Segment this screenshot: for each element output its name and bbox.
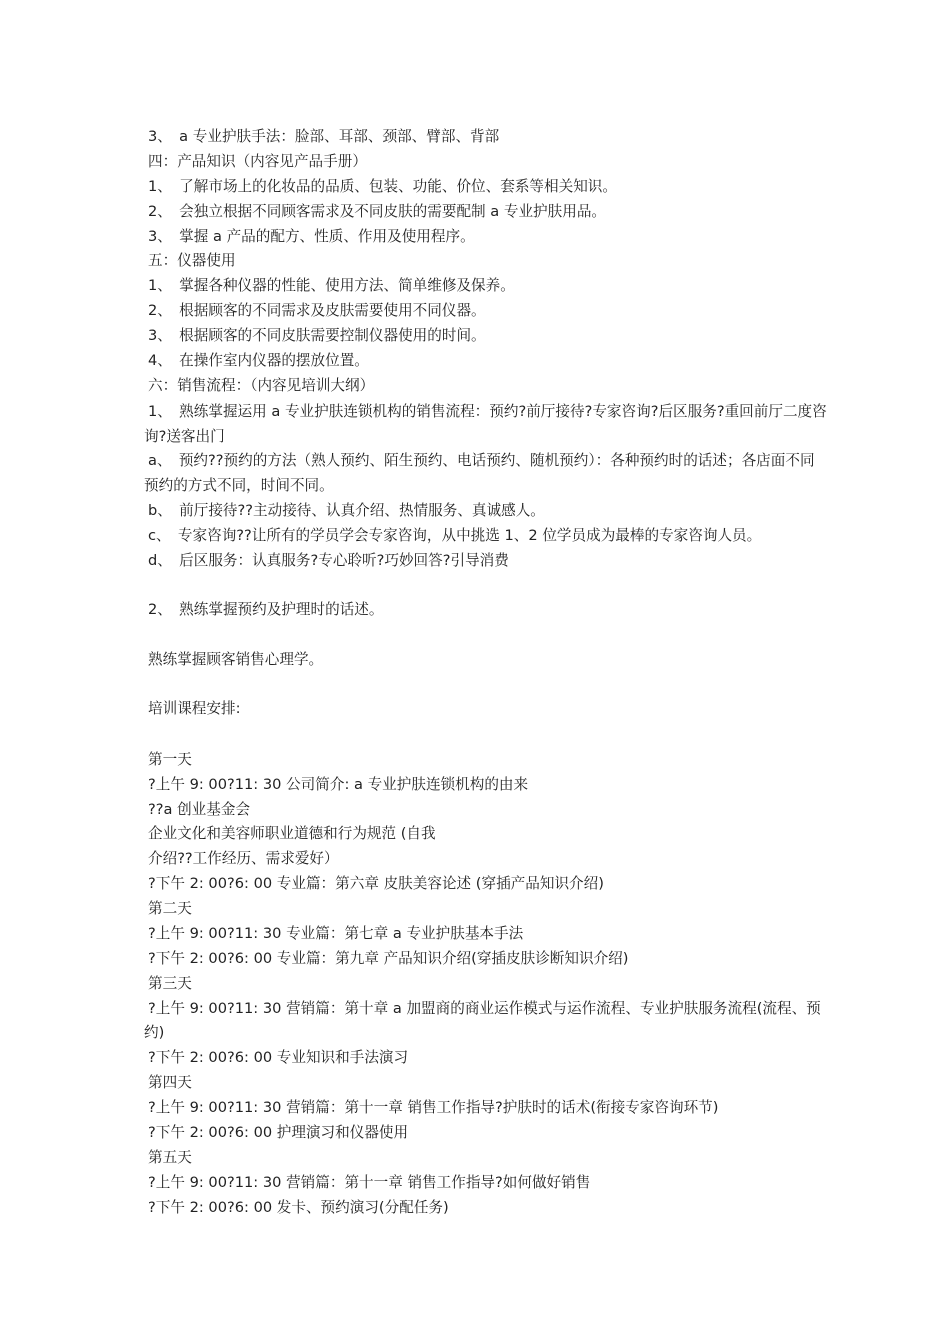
text-line: d、 后区服务：认真服务?专心聆听?巧妙回答?引导消费 xyxy=(148,552,509,569)
day-heading: 第三天 xyxy=(148,975,192,992)
schedule-item: ?下午 2: 00?6: 00 专业篇：第九章 产品知识介绍(穿插皮肤诊断知识介绍) xyxy=(148,950,629,967)
schedule-item: ??a 创业基金会 xyxy=(148,801,251,818)
text-line: 1、 熟练掌握运用 a 专业护肤连锁机构的销售流程：预约?前厅接待?专家咨询?后区服务?重回前厅二度咨 xyxy=(148,403,827,420)
text-line: a、 预约??预约的方法（熟人预约、陌生预约、电话预约、随机预约）：各种预约时的话述；各店面不同 xyxy=(148,452,815,469)
text-line: 2、 会独立根据不同顾客需求及不同皮肤的需要配制 a 专业护肤用品。 xyxy=(148,203,607,220)
text-line: 4、 在操作室内仪器的摆放位置。 xyxy=(148,352,369,369)
schedule-item: ?下午 2: 00?6: 00 护理演习和仪器使用 xyxy=(148,1124,409,1141)
section-heading-instruments: 五：仪器使用 xyxy=(148,252,236,269)
text-line: 1、 了解市场上的化妆品的品质、包装、功能、价位、套系等相关知识。 xyxy=(148,178,617,195)
text-line: 2、 熟练掌握预约及护理时的话述。 xyxy=(148,601,384,618)
text-line: 3、 根据顾客的不同皮肤需要控制仪器使用的时间。 xyxy=(148,327,486,344)
section-heading-sales: 六：销售流程：（内容见培训大纲） xyxy=(148,377,375,394)
text-line: 熟练掌握顾客销售心理学。 xyxy=(148,651,324,668)
text-line: c、 专家咨询??让所有的学员学会专家咨询，从中挑选 1、2 位学员成为最棒的专家咨询人员。 xyxy=(148,527,762,544)
text-line: 1、 掌握各种仪器的性能、使用方法、简单维修及保养。 xyxy=(148,277,515,294)
schedule-item: 介绍??工作经历、需求爱好） xyxy=(148,850,339,867)
text-line: b、 前厅接待??主动接待、认真介绍、热情服务、真诚感人。 xyxy=(148,502,545,519)
text-line: 预约的方式不同，时间不同。 xyxy=(144,477,334,494)
text-line: 2、 根据顾客的不同需求及皮肤需要使用不同仪器。 xyxy=(148,302,486,319)
day-heading: 第二天 xyxy=(148,900,192,917)
text-line: 3、 掌握 a 产品的配方、性质、作用及使用程序。 xyxy=(148,228,475,245)
schedule-item: ?下午 2: 00?6: 00 发卡、预约演习(分配任务) xyxy=(148,1199,449,1216)
text-line: 3、 a 专业护肤手法：脸部、耳部、颈部、臂部、背部 xyxy=(148,128,500,145)
schedule-item: ?上午 9: 00?11: 30 营销篇：第十一章 销售工作指导?如何做好销售 xyxy=(148,1174,591,1191)
schedule-item: ?上午 9: 00?11: 30 专业篇：第七章 a 专业护肤基本手法 xyxy=(148,925,524,942)
schedule-heading: 培训课程安排: xyxy=(148,700,241,717)
schedule-item: ?上午 9: 00?11: 30 营销篇：第十一章 销售工作指导?护肤时的话术(衔接专家咨询环节) xyxy=(148,1099,719,1116)
schedule-item: 企业文化和美容师职业道德和行为规范 (自我 xyxy=(148,825,436,842)
schedule-item: 约) xyxy=(144,1024,165,1041)
text-line: 询?送客出门 xyxy=(144,428,225,445)
day-heading: 第五天 xyxy=(148,1149,192,1166)
day-heading: 第四天 xyxy=(148,1074,192,1091)
day-heading: 第一天 xyxy=(148,751,192,768)
schedule-item: ?上午 9: 00?11: 30 营销篇：第十章 a 加盟商的商业运作模式与运作流程、专业护肤服务流程(流程、预 xyxy=(148,1000,821,1017)
schedule-item: ?下午 2: 00?6: 00 专业知识和手法演习 xyxy=(148,1049,409,1066)
section-heading-products: 四：产品知识（内容见产品手册） xyxy=(148,153,367,170)
schedule-item: ?下午 2: 00?6: 00 专业篇：第六章 皮肤美容论述 (穿插产品知识介绍) xyxy=(148,875,604,892)
schedule-item: ?上午 9: 00?11: 30 公司简介: a 专业护肤连锁机构的由来 xyxy=(148,776,529,793)
